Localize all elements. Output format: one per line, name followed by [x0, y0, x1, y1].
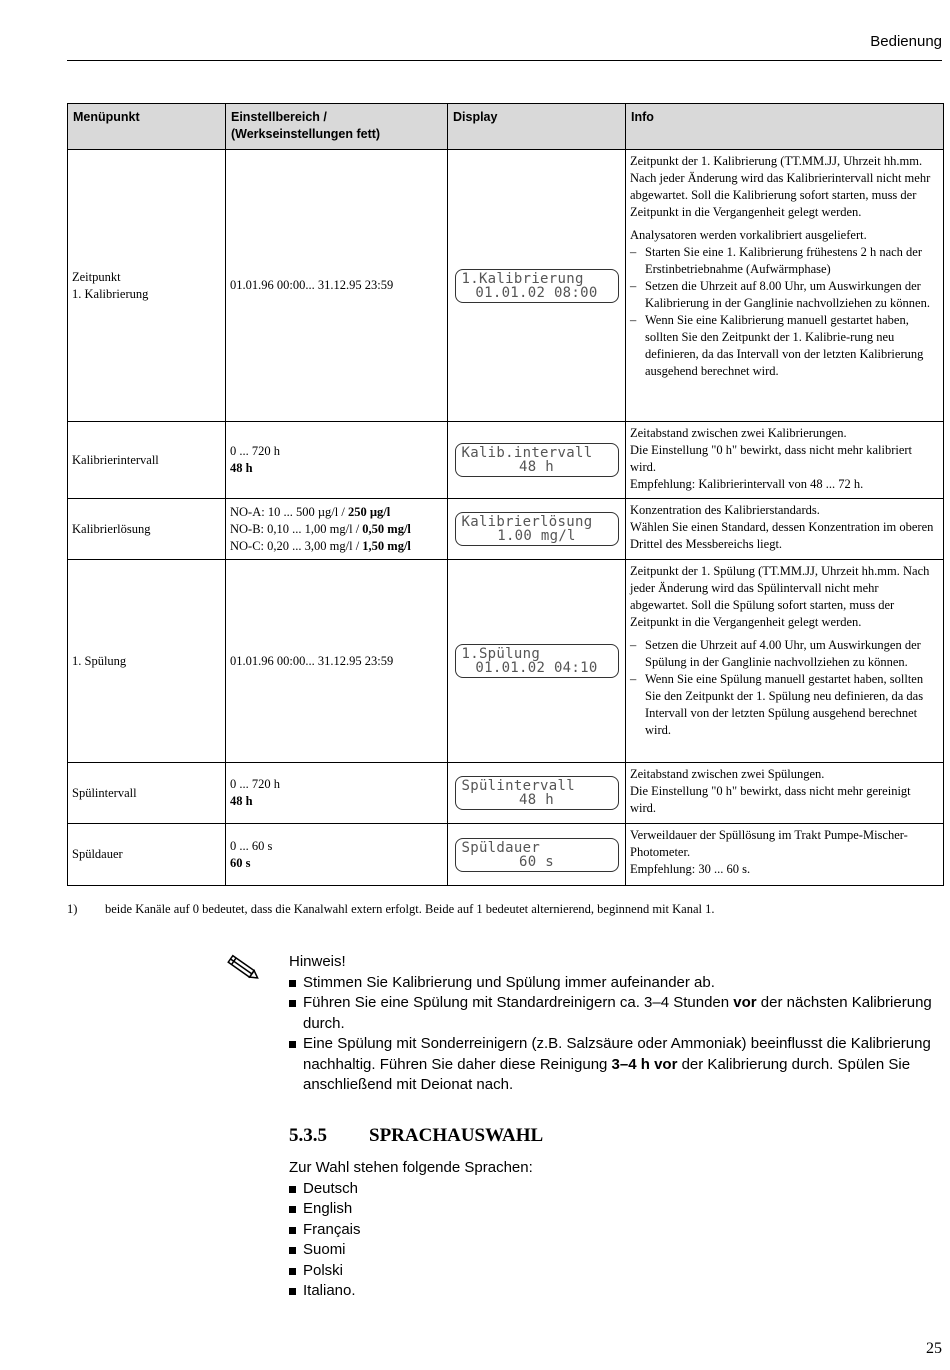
- range-cell: 01.01.96 00:00... 31.12.95 23:59: [226, 150, 448, 422]
- lcd-display: Spüldauer 60 s: [455, 838, 619, 872]
- lcd-display: Kalib.intervall 48 h: [455, 443, 619, 477]
- footnote: 1) beide Kanäle auf 0 bedeutet, dass die Kanalwahl extern erfolgt. Beide auf 1 bedeutet alternierend, beginnend mit Kanal 1.: [67, 902, 715, 916]
- intro-text: Zur Wahl stehen folgende Sprachen:: [289, 1159, 533, 1176]
- list-item: Français: [289, 1220, 533, 1241]
- info-bullet: – Starten Sie eine 1. Kalibrierung frühestens 2 h nach der Erstinbetriebnahme (Aufwärmphase): [630, 244, 939, 278]
- note-item: Stimmen Sie Kalibrierung und Spülung immer aufeinander ab.: [289, 973, 939, 994]
- display-cell: [448, 763, 626, 824]
- display-cell: [448, 560, 626, 763]
- table-row: [68, 560, 944, 763]
- info-cell: Zeitabstand zwischen zwei Spülungen. Die Einstellung "0 h" bewirkt, dass nicht mehr gereinigt wird.: [626, 763, 944, 824]
- menu-cell: Spülintervall: [68, 763, 226, 824]
- header-divider: [67, 60, 942, 61]
- menu-cell: Zeitpunkt 1. Kalibrierung: [68, 150, 226, 422]
- menu-cell: Spüldauer: [68, 824, 226, 886]
- range-cell: 0 ... 720 h 48 h: [226, 422, 448, 499]
- menu-cell: Kalibrierlösung: [68, 499, 226, 560]
- info-cell: Zeitpunkt der 1. Kalibrierung (TT.MM.JJ, Uhrzeit hh.mm. Nach jeder Änderung wird das Kalibrierintervall nicht mehr abgewartet. Soll die Kalibrierung sofort starten, muss der Zeitpunkt in die Vergangenheit gelegt werden. Analysatoren werden vorkalibriert ausgeliefert. – Starten Sie eine 1. Kalibrierung frühestens 2 h nach der Erstinbetriebnahme (Aufwärmphase) – Setzen die Uhrzeit auf 8.00 Uhr, um Auswirkungen der Kalibrierung in der Ganglinie nachvollziehen zu können. – Wenn Sie eine Kalibrierung manuell gestartet haben, sollten Sie den Zeitpunkt der 1. Kalibrie-rung neu definieren, da das Intervall von der letzten Kalibrierung ausgehend berechnet wird.: [626, 150, 944, 422]
- languages-block: [289, 1158, 533, 1302]
- display-cell: [448, 499, 626, 560]
- display-cell: [448, 824, 626, 886]
- list-item: Deutsch: [289, 1179, 533, 1200]
- display-cell: [448, 422, 626, 499]
- range-cell: 0 ... 720 h 48 h: [226, 763, 448, 824]
- table-row: [68, 824, 944, 886]
- lcd-display: Spülintervall 48 h: [455, 776, 619, 810]
- info-bullet: – Setzen die Uhrzeit auf 8.00 Uhr, um Auswirkungen der Kalibrierung in der Ganglinie nachvollziehen zu können.: [630, 278, 939, 312]
- list-item: Polski: [289, 1261, 533, 1282]
- info-cell: Verweildauer der Spüllösung im Trakt Pumpe-Mischer-Photometer. Empfehlung: 30 ... 60 s.: [626, 824, 944, 886]
- lcd-display: Kalibrierlösung 1.00 mg/l: [455, 512, 619, 546]
- menu-cell: Kalibrierintervall: [68, 422, 226, 499]
- table-row: [68, 499, 944, 560]
- col-header-menu: Menüpunkt: [68, 104, 226, 150]
- list-item: Italiano.: [289, 1281, 533, 1302]
- range-cell: 0 ... 60 s 60 s: [226, 824, 448, 886]
- section-heading: 5.3.5 SPRACHAUSWAHL: [289, 1125, 544, 1146]
- list-item: Suomi: [289, 1240, 533, 1261]
- note-item: Eine Spülung mit Sonderreinigern (z.B. Salzsäure oder Ammoniak) beeinflusst die Kalibrierung nachhaltig. Führen Sie daher diese Reinigung 3–4 h vor der Kalibrierung durch. Spülen Sie anschließend mit Deionat nach.: [289, 1034, 939, 1096]
- info-cell: Zeitpunkt der 1. Spülung (TT.MM.JJ, Uhrzeit hh.mm. Nach jeder Änderung wird das Spülintervall nicht mehr abgewartet. Soll die Spülung sofort starten, muss der Zeitpunkt in die Vergangenheit gelegt werden. – Setzen die Uhrzeit auf 4.00 Uhr, um Auswirkungen der Spülung in der Ganglinie nachvollziehen zu können. – Wenn Sie eine Spülung manuell gestartet haben, sollten Sie den Zeitpunkt der 1. Spülung neu definieren, da das Intervall von der letzten Spülung ausgehend berechnet wird.: [626, 560, 944, 763]
- page-number: 25: [926, 1340, 942, 1357]
- lcd-display: 1.Kalibrierung 01.01.02 08:00: [455, 269, 619, 303]
- col-header-range: Einstellbereich / (Werkseinstellungen fett): [226, 104, 448, 150]
- note-item: Führen Sie eine Spülung mit Standardreinigern ca. 3–4 Stunden vor der nächsten Kalibrierung durch.: [289, 993, 939, 1034]
- lcd-display: 1.Spülung 01.01.02 04:10: [455, 644, 619, 678]
- display-cell: [448, 150, 626, 422]
- table-header-row: [68, 104, 944, 150]
- settings-table: [67, 103, 944, 886]
- info-bullet: – Wenn Sie eine Kalibrierung manuell gestartet haben, sollten Sie den Zeitpunkt der 1. Kalibrie-rung neu definieren, da das Intervall von der letzten Kalibrierung ausgehend berechnet wird.: [630, 312, 939, 380]
- pencil-icon: [222, 952, 262, 982]
- note-box: [289, 952, 939, 1096]
- info-bullet: – Wenn Sie eine Spülung manuell gestartet haben, sollten Sie den Zeitpunkt der 1. Spülung neu definieren, da das Intervall von der letzten Spülung ausgehend berechnet wird.: [630, 671, 939, 739]
- info-cell: Zeitabstand zwischen zwei Kalibrierungen. Die Einstellung "0 h" bewirkt, dass nicht mehr kalibriert wird. Empfehlung: Kalibrierintervall von 48 ... 72 h.: [626, 422, 944, 499]
- running-header: Bedienung: [870, 33, 942, 50]
- note-title: Hinweis!: [289, 953, 346, 970]
- info-cell: Konzentration des Kalibrierstandards. Wählen Sie einen Standard, dessen Konzentration im oberen Drittel des Messbereichs liegt.: [626, 499, 944, 560]
- range-cell: NO-A: 10 ... 500 µg/l / 250 µg/l NO-B: 0,10 ... 1,00 mg/l / 0,50 mg/l NO-C: 0,20 ... 3,00 mg/l / 1,50 mg/l: [226, 499, 448, 560]
- menu-cell: 1. Spülung: [68, 560, 226, 763]
- info-bullet: – Setzen die Uhrzeit auf 4.00 Uhr, um Auswirkungen der Spülung in der Ganglinie nachvollziehen zu können.: [630, 637, 939, 671]
- list-item: English: [289, 1199, 533, 1220]
- col-header-info: Info: [626, 104, 944, 150]
- col-header-display: Display: [448, 104, 626, 150]
- table-row: [68, 422, 944, 499]
- table-row: [68, 763, 944, 824]
- table-row: [68, 150, 944, 422]
- range-cell: 01.01.96 00:00... 31.12.95 23:59: [226, 560, 448, 763]
